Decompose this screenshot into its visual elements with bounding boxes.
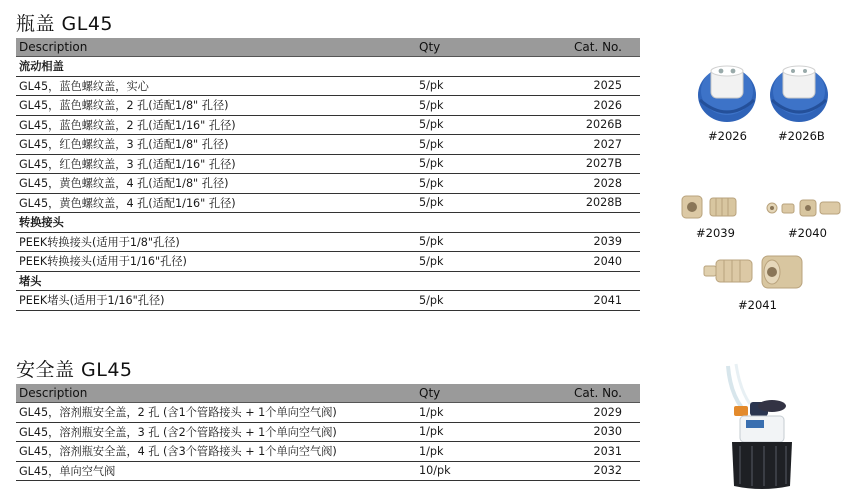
group-label: 堵头 [16, 271, 640, 291]
cell-description: GL45，单向空气阀 [16, 461, 416, 481]
table-group-row [16, 271, 640, 291]
cell-qty: 5/pk [416, 252, 526, 272]
section-title-safety-caps: 安全盖 GL45 [16, 359, 133, 381]
cell-cat-no: 2030 [526, 422, 640, 442]
table-row [16, 76, 640, 96]
group-label: 转换接头 [16, 213, 640, 233]
cell-description: GL45，黄色螺纹盖，4 孔(适配1/16" 孔径) [16, 193, 416, 213]
header-description: Description [16, 38, 416, 57]
table-row [16, 174, 640, 194]
cell-description: PEEK堵头(适用于1/16"孔径) [16, 291, 416, 311]
cell-cat-no: 2027B [526, 154, 640, 174]
cell-description: GL45，蓝色螺纹盖，实心 [16, 76, 416, 96]
cell-description: GL45，溶剂瓶安全盖，4 孔 (含3个管路接头 + 1个单向空气阀) [16, 442, 416, 462]
table-row [16, 461, 640, 481]
cell-cat-no: 2026B [526, 115, 640, 135]
table-group-row [16, 213, 640, 233]
table-header-row [16, 384, 640, 403]
header-cat-no: Cat. No. [526, 384, 640, 403]
label-2039: #2039 [696, 226, 735, 240]
section-title-bottle-caps: 瓶盖 GL45 [16, 13, 114, 35]
bottle-caps-table [16, 38, 640, 311]
table-row [16, 252, 640, 272]
table-row [16, 154, 640, 174]
cell-qty: 5/pk [416, 291, 526, 311]
table-row [16, 193, 640, 213]
safety-caps-table [16, 384, 640, 481]
table-row [16, 232, 640, 252]
cell-description: PEEK转换接头(适用于1/16"孔径) [16, 252, 416, 272]
plug-2041-image [700, 252, 810, 292]
cell-qty: 5/pk [416, 174, 526, 194]
cell-qty: 5/pk [416, 115, 526, 135]
cell-cat-no: 2025 [526, 76, 640, 96]
label-2041: #2041 [738, 298, 777, 312]
cell-description: GL45，黄色螺纹盖，4 孔(适配1/8" 孔径) [16, 174, 416, 194]
table-header-row [16, 38, 640, 57]
adapter-2039-image [680, 192, 740, 222]
cell-cat-no: 2040 [526, 252, 640, 272]
cell-description: GL45，红色螺纹盖，3 孔(适配1/16" 孔径) [16, 154, 416, 174]
cell-description: GL45，溶剂瓶安全盖，2 孔 (含1个管路接头 + 1个单向空气阀) [16, 403, 416, 423]
cell-cat-no: 2026 [526, 96, 640, 116]
header-description: Description [16, 384, 416, 403]
table-row [16, 96, 640, 116]
cell-cat-no: 2041 [526, 291, 640, 311]
cell-qty: 10/pk [416, 461, 526, 481]
cell-qty: 5/pk [416, 96, 526, 116]
label-2026: #2026 [708, 129, 747, 143]
table-row [16, 115, 640, 135]
cell-description: GL45，蓝色螺纹盖，2 孔(适配1/16" 孔径) [16, 115, 416, 135]
cell-description: PEEK转换接头(适用于1/8"孔径) [16, 232, 416, 252]
table-group-row [16, 57, 640, 77]
cell-description: GL45，蓝色螺纹盖，2 孔(适配1/8" 孔径) [16, 96, 416, 116]
header-qty: Qty [416, 384, 526, 403]
blue-cap-2026-image [696, 62, 758, 124]
cell-qty: 5/pk [416, 154, 526, 174]
cell-qty: 1/pk [416, 422, 526, 442]
cell-cat-no: 2039 [526, 232, 640, 252]
cell-qty: 5/pk [416, 232, 526, 252]
group-label: 流动相盖 [16, 57, 640, 77]
header-qty: Qty [416, 38, 526, 57]
adapter-2040-image [762, 196, 842, 220]
cell-cat-no: 2028 [526, 174, 640, 194]
cell-qty: 5/pk [416, 76, 526, 96]
cell-cat-no: 2028B [526, 193, 640, 213]
cell-qty: 5/pk [416, 193, 526, 213]
cell-qty: 1/pk [416, 403, 526, 423]
cell-qty: 1/pk [416, 442, 526, 462]
cell-qty: 5/pk [416, 135, 526, 155]
table-row [16, 442, 640, 462]
cell-cat-no: 2029 [526, 403, 640, 423]
cell-description: GL45，溶剂瓶安全盖，3 孔 (含2个管路接头 + 1个单向空气阀) [16, 422, 416, 442]
cell-cat-no: 2032 [526, 461, 640, 481]
cell-cat-no: 2027 [526, 135, 640, 155]
table-row [16, 291, 640, 311]
table-row [16, 135, 640, 155]
cell-cat-no: 2031 [526, 442, 640, 462]
label-2026b: #2026B [778, 129, 825, 143]
safety-cap-image [710, 362, 810, 492]
table-row [16, 422, 640, 442]
cell-description: GL45，红色螺纹盖，3 孔(适配1/8" 孔径) [16, 135, 416, 155]
label-2040: #2040 [788, 226, 827, 240]
table-row [16, 403, 640, 423]
header-cat-no: Cat. No. [526, 38, 640, 57]
blue-cap-2026b-image [768, 62, 830, 124]
